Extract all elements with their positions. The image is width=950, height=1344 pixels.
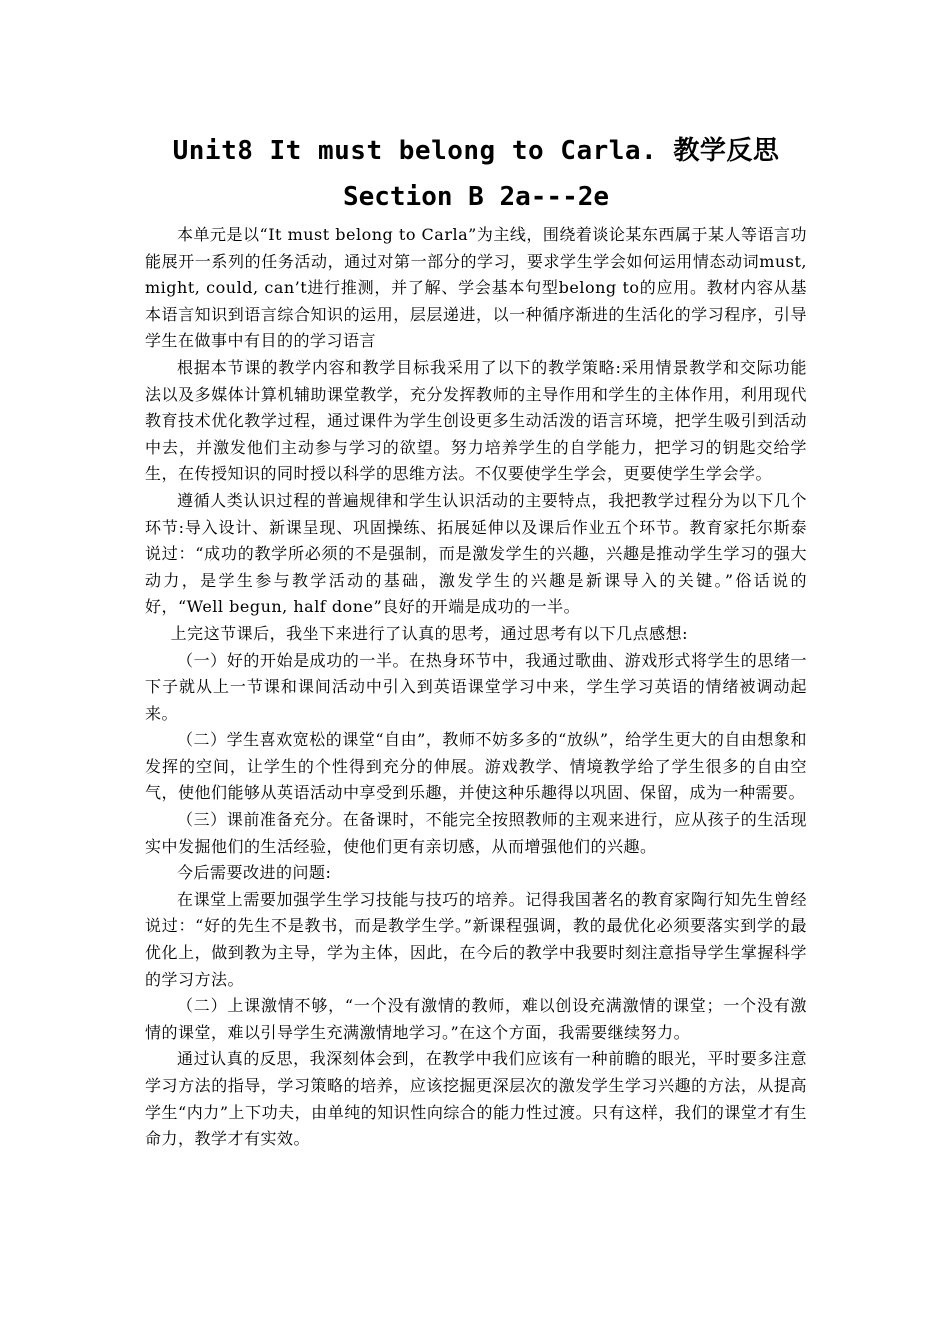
- paragraph-point-2: （二）学生喜欢宽松的课堂“自由”，教师不妨多多的“放纵”，给学生更大的自由想象和发挥的空间，让学生的个性得到充分的伸展。游戏教学、情境教学给了学生很多的自由空气，使他们能够从英语活动中享受到乐趣，并使这种乐趣得以巩固、保留，成为一种需要。: [145, 730, 807, 803]
- document-page: [145, 128, 807, 1153]
- paragraph-improve-1: 在课堂上需要加强学生学习技能与技巧的培养。记得我国著名的教育家陶行知先生曾经说过：“好的先生不是教书，而是教学生学。”新课程强调，教的最优化必须要落实到学的最优化上，做到教为主导，学为主体，因此，在今后的教学中我要时刻注意指导学生掌握科学的学习方法。: [145, 889, 807, 989]
- paragraph-reflection-lead: 上完这节课后，我坐下来进行了认真的思考，通过思考有以下几点感想:: [170, 623, 688, 643]
- paragraph-point-1: （一）好的开始是成功的一半。在热身环节中，我通过歌曲、游戏形式将学生的思绪一下子就从上一节课和课间活动中引入到英语课堂学习中来，学生学习英语的情绪被调动起来。: [145, 650, 807, 723]
- document-title: Unit8 It must belong to Carla. 教学反思: [172, 136, 780, 166]
- paragraph-improve-2: （二）上课激情不够，“一个没有激情的教师，难以创设充满激情的课堂；一个没有激情的课堂，难以引导学生充满激情地学习。”在这个方面，我需要继续努力。: [145, 996, 807, 1042]
- paragraph-improve-heading: 今后需要改进的问题:: [177, 863, 332, 883]
- paragraph-strategy: 根据本节课的教学内容和教学目标我采用了以下的教学策略:采用情景教学和交际功能法以及多媒体计算机辅助课堂教学，充分发挥教师的主导作用和学生的主体作用，利用现代教育技术优化教学过程，通过课件为学生创设更多生动活泼的语言环境，把学生吸引到活动中去，并激发他们主动参与学习的欲望。努力培养学生的自学能力，把学习的钥匙交给学生，在传授知识的同时授以科学的思维方法。不仅要使学生学会，更要使学生学会学。: [145, 357, 807, 484]
- paragraph-point-3: （三）课前准备充分。在备课时，不能完全按照教师的主观来进行，应从孩子的生活现实中发掘他们的生活经验，使他们更有亲切感，从而增强他们的兴趣。: [145, 810, 807, 856]
- paragraph-process: 遵循人类认识过程的普遍规律和学生认识活动的主要特点，我把教学过程分为以下几个环节:导入设计、新课呈现、巩固操练、拓展延伸以及课后作业五个环节。教育家托尔斯泰说过：“成功的教学所必须的不是强制，而是激发学生的兴趣，兴趣是推动学生学习的强大动力，是学生参与教学活动的基础，激发学生的兴趣是新课导入的关键。”俗话说的好，“Well begun, half done”良好的开端是成功的一半。: [145, 490, 807, 617]
- paragraph-conclusion: 通过认真的反思，我深刻体会到，在教学中我们应该有一种前瞻的眼光，平时要多注意学习方法的指导，学习策略的培养，应该挖掘更深层次的激发学生学习兴趣的方法，从提高学生“内力”上下功夫，由单纯的知识性向综合的能力性过渡。只有这样，我们的课堂才有生命力，教学才有实效。: [145, 1049, 807, 1149]
- document-subtitle: Section B 2a---2e: [342, 182, 610, 212]
- paragraph-intro: 本单元是以“It must belong to Carla”为主线，围绕着谈论某东西属于某人等语言功能展开一系列的任务活动，通过对第一部分的学习，要求学生学会如何运用情态动词must, might, could, can’t进行推测，并了解、学会基本句型belong to的应用。教材内容从基本语言知识到语言综合知识的运用，层层递进，以一种循序渐进的生活化的学习程序，引导学生在做事中有目的的学习语言: [145, 225, 807, 351]
